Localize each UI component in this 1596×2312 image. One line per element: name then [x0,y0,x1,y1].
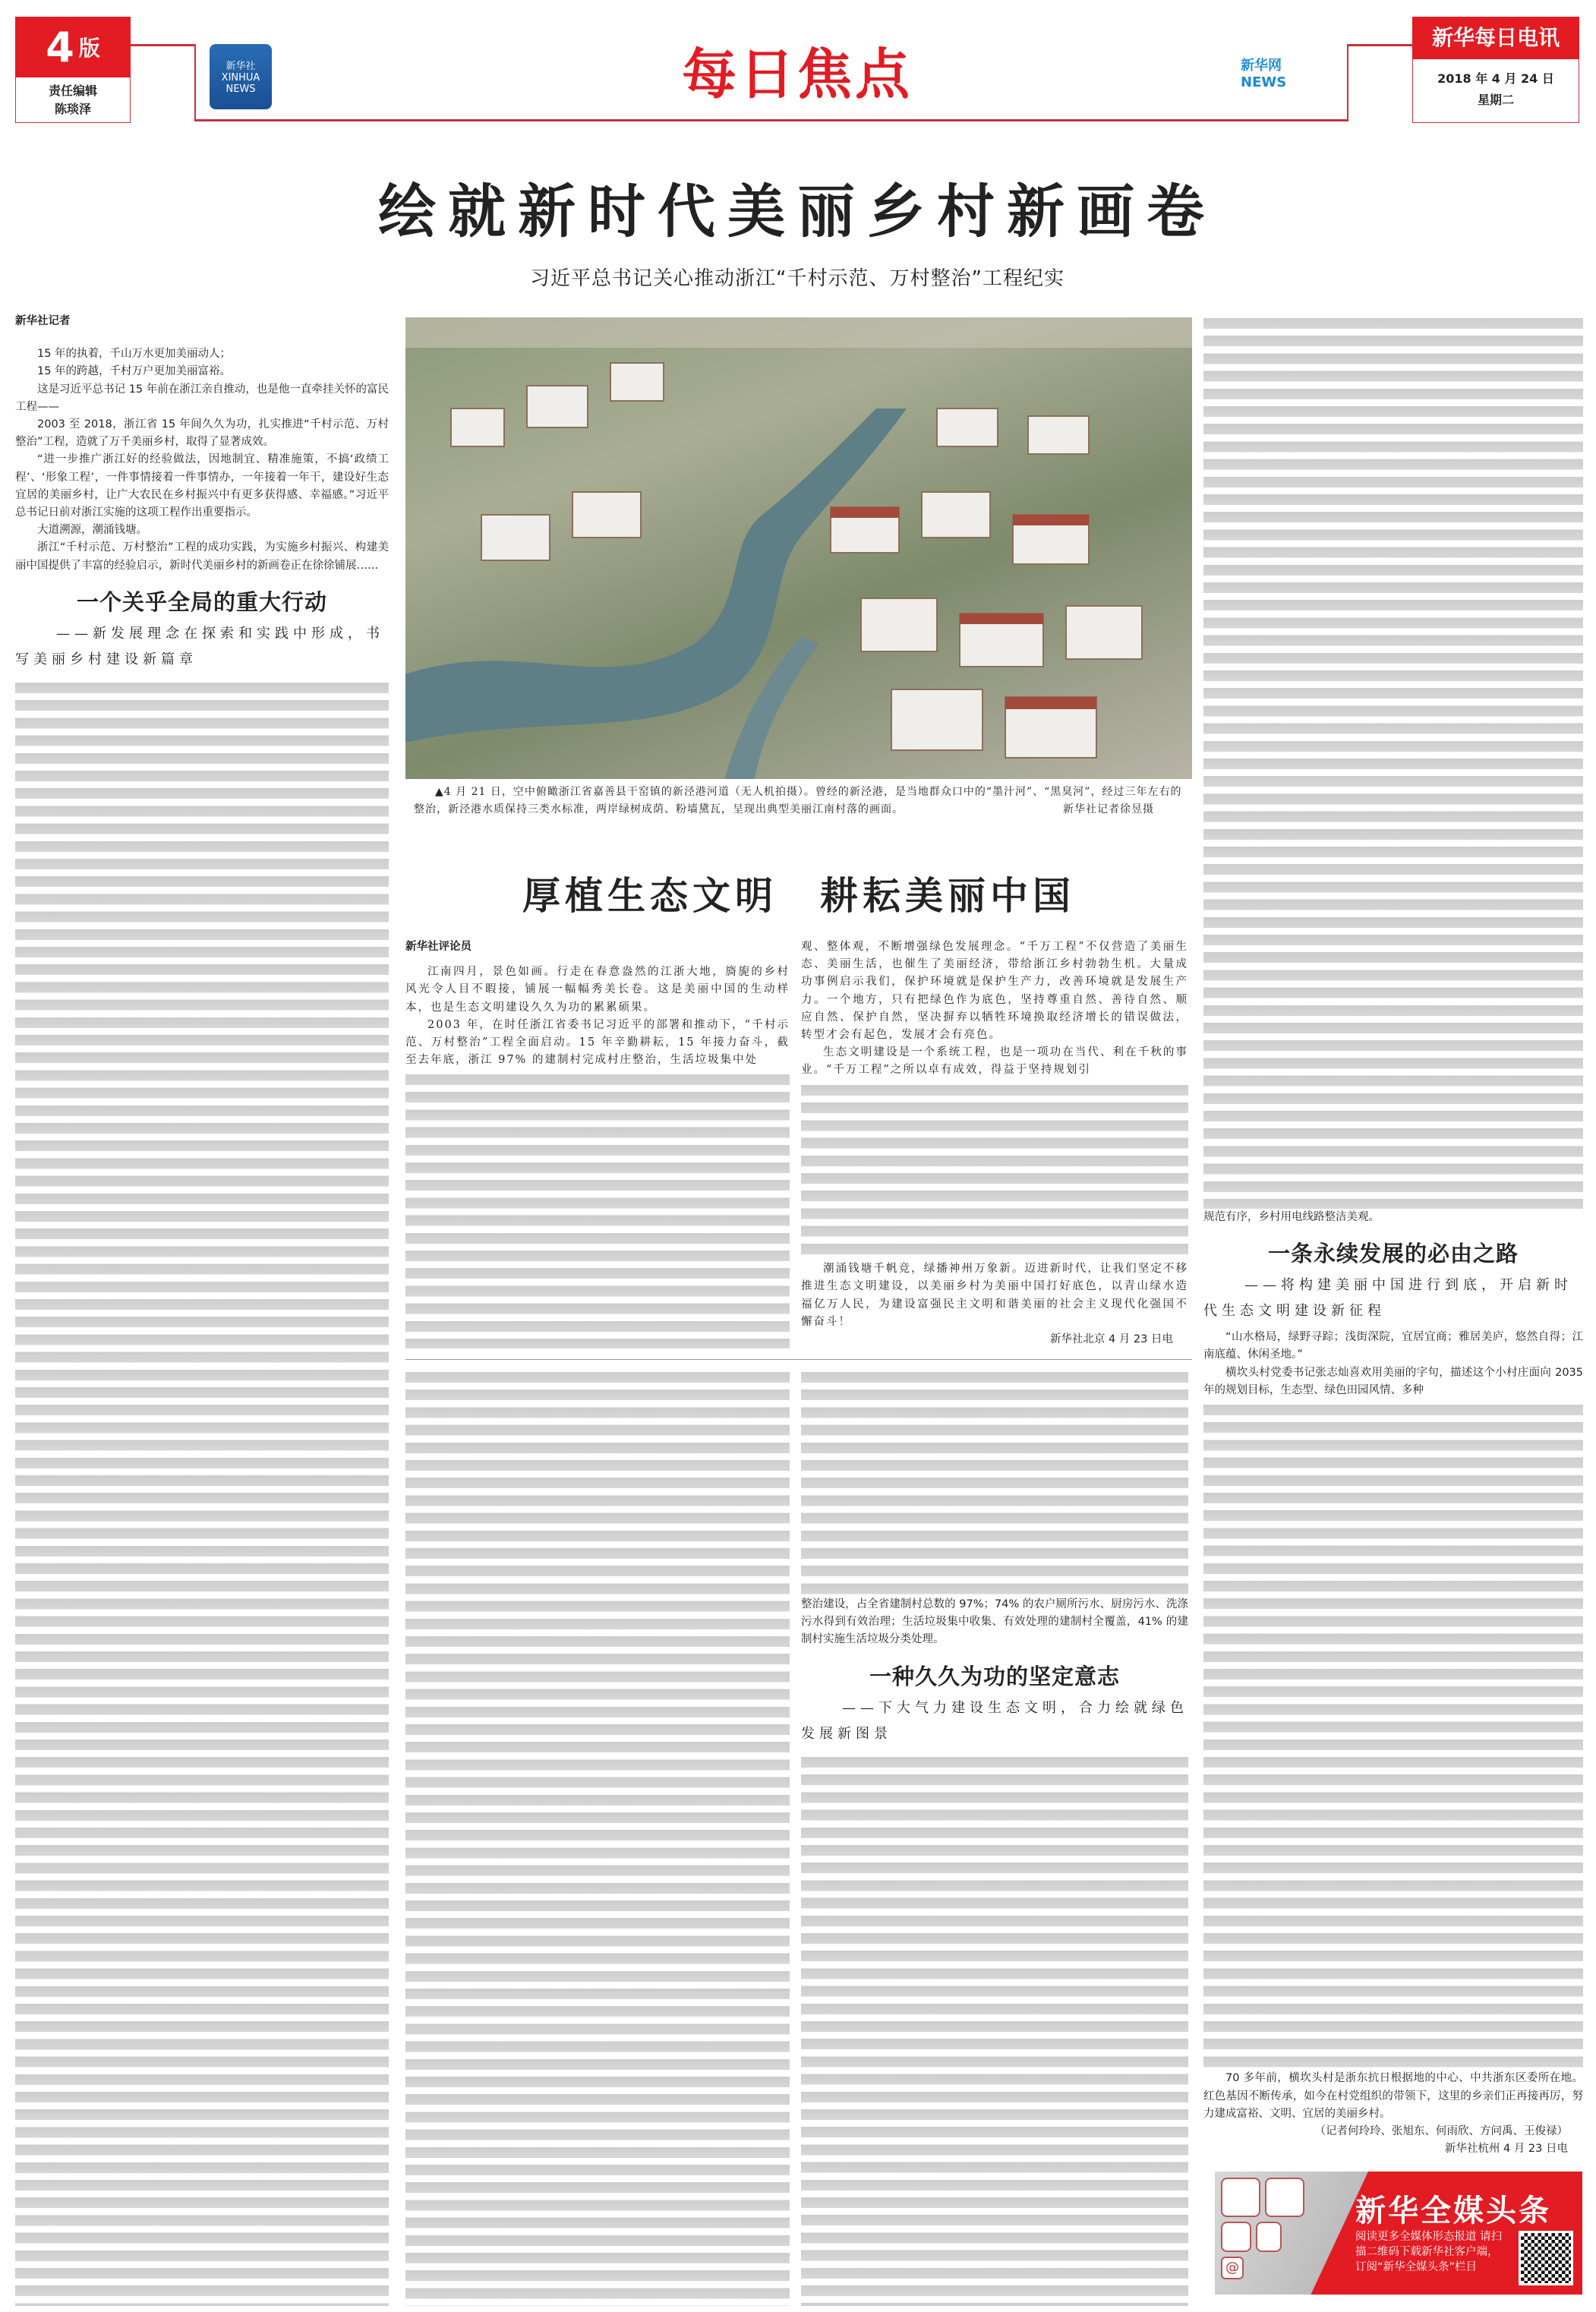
body-text [15,679,389,2306]
body-text [801,1081,1188,1261]
page-unit: 版 [78,36,100,61]
main-subtitle: 习近平总书记关心推动浙江“千村示范、万村整治”工程纪实 [530,267,1065,290]
reporters: （记者何玲玲、张旭东、何雨欣、方问禹、王俊禄） [1314,2125,1568,2137]
right-column [1203,313,1583,2158]
paragraph: 横坎头村党委书记张志灿喜欢用美丽的字句，描述这个小村庄面向 2035 年的规划目标，生态型、绿色田园风情、多种 [1203,1366,1583,1396]
body-text [801,1753,1188,2306]
dateline: 新华社杭州 4 月 23 日电 [1444,2143,1568,2155]
photo-caption [414,784,1184,819]
page-number: 4 [46,23,74,71]
paragraph: 70 多年前，横坎头村是浙东抗日根据地的中心、中共浙东区委所在地。红色基因不断传承，如今在村党组织的带领下，这里的乡亲们正再接再厉，努力建成富裕、文明、宜居的美丽乡村。 [1203,2072,1583,2120]
photo-credit: 新华社记者徐昱摄 [1063,803,1154,815]
paragraph: 这是习近平总书记 15 年前在浙江亲自推动，也是他一直牵挂关怀的富民工程—— [15,383,389,413]
paragraph: 生态文明建设是一个系统工程，也是一项功在当代、利在千秋的事业。“千万工程”之所以卓有成效，得益于坚持规划引 [801,1046,1188,1077]
section-heading: 一种久久为功的坚定意志 [869,1663,1120,1689]
commentary-column-a [405,938,790,1348]
phone-icon [1256,2222,1282,2252]
section-subheading: ——将构建美丽中国进行到底，开启新时代生态文明建设新征程 [1203,1277,1572,1320]
commentary-column-b [801,938,1188,1348]
aerial-village-photo [405,317,1192,779]
paragraph: 2003 至 2018，浙江省 15 年间久久为功，扎实推进“千村示范、万村整治”工程，造就了万千美丽乡村，取得了显著成效。 [15,418,389,449]
paragraph: “进一步推广浙江好的经验做法，因地制宜、精准施策，不搞‘政绩工程’、‘形象工程’，一件事情接着一件事情办，一年接着一年干，建设好生态宜居的美丽乡村，让广大农民在乡村振兴中有更多获得感、幸福感。”习近平总书记日前对浙江实施的这项工程作出重要指示。 [15,453,389,519]
editor-label: 责任编辑 [48,84,97,98]
section-subheading: ——下大气力建设生态文明，合力绘就绿色发展新图景 [801,1699,1188,1742]
paragraph: 观、整体观，不断增强绿色发展理念。“千万工程”不仅营造了美丽生态、美丽生活，也催生了美丽经济，带给浙江乡村勃勃生机。大量成功事例启示我们，保护环境就是保护生产力，改善环境就是发展生产力。一个地方，只有把绿色作为底色，坚持尊重自然、善待自然、顺应自然、保护自然，坚决摒弃以牺牲环境换取经济增长的错误做法，转型才会有起色，发展才会有亮色。 [801,941,1188,1042]
section-subheading: ——新发展理念在探索和实践中形成，书写美丽乡村建设新篇章 [15,625,384,667]
paragraph: 2003 年，在时任浙江省委书记习近平的部署和推动下，“千村示范、万村整治”工程全面启动。15 年辛勤耕耘，15 年接力奋斗，截至去年底，浙江 97% 的建制村完成村庄整治，生活垃圾集中处 [405,1018,790,1067]
left-column [15,313,389,2306]
paragraph: 规范有序，乡村用电线路整洁美观。 [1203,1211,1380,1223]
xinhua-media-ad[interactable] [1215,2172,1582,2295]
divider [405,1359,1192,1360]
at-icon: @ [1221,2257,1244,2279]
commentary-byline: 新华社评论员 [405,941,472,953]
caption-text: ▲4 月 21 日，空中俯瞰浙江省嘉善县干窑镇的新泾港河道（无人机拍摄）。曾经的新泾港，是当地群众口中的“墨汁河”、“黑臭河”，经过三年左右的整治，新泾港水质保持三类水标准，两岸绿树成荫、粉墙黛瓦，呈现出典型美丽江南村落的画面。 [414,786,1182,815]
statistics-paragraph: 整治建设，占全省建制村总数的 97%；74% 的农户厕所污水、厨房污水、洗涤污水得到有效治理；生活垃圾集中收集、有效处理的建制村全覆盖，41% 的建制村实施生活垃圾分类处理。 [801,1598,1188,1646]
paragraph: 15 年的跨越，千村万户更加美丽富裕。 [37,365,232,378]
paragraph: 潮涌钱塘千帆竞，绿播神州万象新。迈进新时代，让我们坚定不移推进生态文明建设，以美丽乡村为美丽中国打好底色，以青山绿水造福亿万人民，为建设富强民主文明和谐美丽的社会主义现代化强国不懈奋斗！ [801,1263,1188,1328]
editor-box [15,77,131,123]
dateline: 新华社北京 4 月 23 日电 [1049,1333,1173,1345]
issue-date: 2018 年 4 月 24 日 [1437,71,1554,86]
paragraph: 江南四月，景色如画。行走在春意盎然的江浙大地，旖旎的乡村风光令人目不暇接，铺展一幅幅秀美长卷。这是美丽中国的生动样本，也是生态文明建设久久为功的累累硕果。 [405,966,790,1014]
date-box [1412,59,1579,123]
byline: 新华社记者 [15,315,71,327]
paragraph: 大道溯源，潮涌钱塘。 [37,524,147,537]
main-headline: 绘就新时代美丽乡村新画卷 [378,178,1216,245]
body-text [405,1368,790,2306]
photo-illustration [405,317,1192,779]
center-column-b [801,1367,1188,2306]
paragraph: 浙江“千村示范、万村整治”工程的成功实践，为实施乡村振兴、构建美丽中国提供了丰富的经验启示，新时代美丽乡村的新画卷正在徐徐铺展…… [15,541,389,572]
ad-title: 新华全媒头条 [1355,2194,1551,2228]
app-icons [1221,2178,1327,2288]
xinhua-app-icon [1265,2178,1304,2217]
ad-text: 阅读更多全媒体形态报道 请扫描二维码下载新华社客户端，订阅“新华全媒头条”栏目 [1355,2231,1503,2273]
paper-name: 新华每日电讯 [1412,17,1579,59]
body-text [801,1368,1188,1596]
section-heading: 一条永续发展的必由之路 [1267,1241,1519,1267]
editor-name: 陈琰泽 [54,102,91,116]
section-heading: 一个关乎全局的重大行动 [76,588,327,615]
paragraph: 15 年的执着，千山万水更加美丽动人； [37,348,232,361]
body-text [1203,1401,1583,2070]
paragraph: “山水格局，绿野寻踪；浅街深院，宜居宜商；雅居美庐，悠然自得；江南底蕴、休闲圣地。” [1203,1331,1583,1361]
page-number-box [15,17,131,77]
body-text [405,1071,790,1348]
body-text [1203,314,1583,1209]
xinhuanet-logo: 新华网 NEWS [1241,58,1287,90]
xinhua-logo: 新华社 XINHUA NEWS [210,44,272,109]
qr-code[interactable] [1519,2231,1573,2285]
news-app-icon [1221,2178,1260,2217]
weekday: 星期二 [1477,93,1514,107]
center-column-a [405,1367,790,2306]
section-title: 每日焦点 [681,42,913,106]
drone-icon [1221,2222,1251,2252]
commentary-title: 厚植生态文明 耕耘美丽中国 [522,874,1075,918]
